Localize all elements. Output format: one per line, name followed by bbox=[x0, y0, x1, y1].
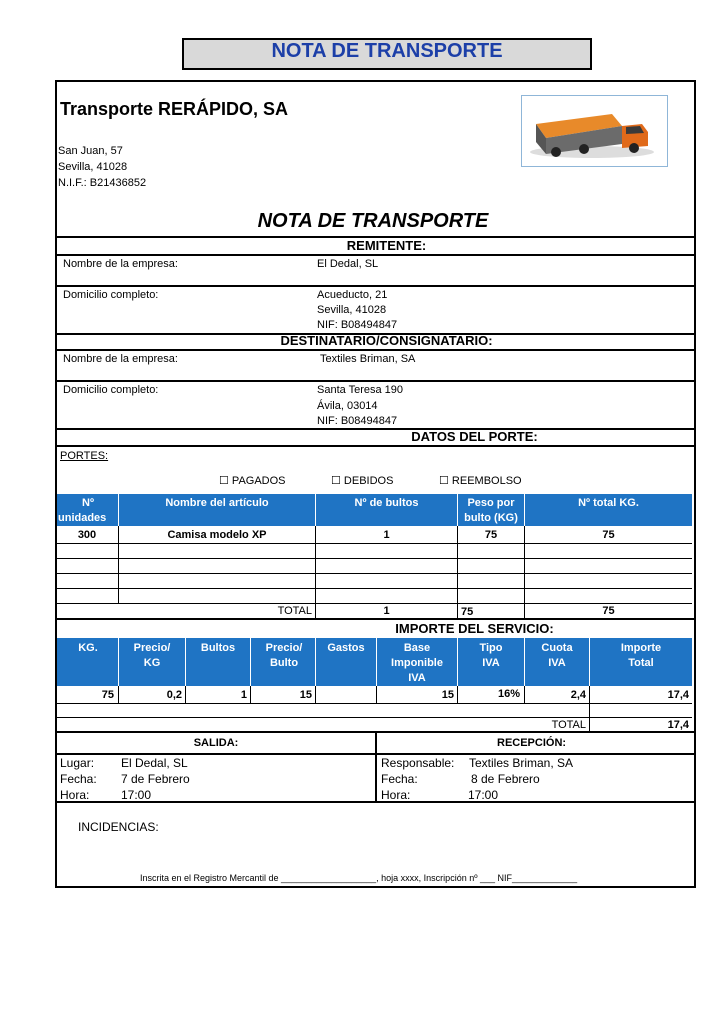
col-total-kg: Nº total KG. bbox=[578, 497, 639, 509]
divider bbox=[57, 588, 692, 589]
divider bbox=[315, 494, 316, 526]
divider bbox=[250, 638, 251, 686]
servicio-total-label: TOTAL bbox=[551, 719, 586, 731]
row-precio-kg: 0,2 bbox=[166, 689, 182, 701]
remitente-addr1: Acueducto, 21 bbox=[317, 289, 388, 301]
divider bbox=[57, 573, 692, 574]
col-base-3: IVA bbox=[408, 672, 426, 684]
col-cuota: Cuota bbox=[541, 642, 573, 654]
porte-total-peso: 75 bbox=[461, 606, 474, 618]
recepcion-fecha-value: 8 de Febrero bbox=[471, 772, 540, 786]
recepcion-hora-value: 17:00 bbox=[468, 788, 499, 802]
option-pagados[interactable]: ☐ PAGADOS bbox=[219, 475, 286, 487]
destinatario-addr1: Santa Teresa 190 bbox=[317, 384, 404, 396]
row-article: Camisa modelo XP bbox=[167, 529, 267, 541]
divider bbox=[55, 445, 694, 447]
porte-total-kg: 75 bbox=[602, 605, 615, 617]
col-tipo-2: IVA bbox=[482, 657, 500, 669]
salida-lugar-label: Lugar: bbox=[60, 756, 95, 770]
recepcion-hora-label: Hora: bbox=[381, 788, 411, 802]
divider bbox=[55, 618, 694, 620]
remitente-name-value: El Dedal, SL bbox=[317, 258, 379, 270]
salida-lugar-value: El Dedal, SL bbox=[121, 756, 188, 770]
divider bbox=[524, 638, 525, 686]
banner-title: NOTA DE TRANSPORTE bbox=[271, 40, 503, 62]
col-precio-kg: Precio/ bbox=[133, 642, 171, 654]
col-base-2: Imponible bbox=[391, 657, 443, 669]
divider bbox=[57, 603, 692, 604]
porte-heading: DATOS DEL PORTE: bbox=[411, 429, 538, 444]
col-base: Base bbox=[403, 642, 431, 654]
col-importe-2: Total bbox=[628, 657, 654, 669]
row-units: 300 bbox=[77, 529, 97, 541]
col-gastos: Gastos bbox=[327, 642, 365, 654]
col-cuota-2: IVA bbox=[548, 657, 566, 669]
salida-hora-value: 17:00 bbox=[121, 788, 152, 802]
incidencias-label: INCIDENCIAS: bbox=[78, 820, 159, 834]
divider bbox=[55, 349, 694, 351]
company-address2: Sevilla, 41028 bbox=[58, 161, 128, 173]
col-bultos: Bultos bbox=[200, 642, 236, 654]
divider bbox=[57, 703, 692, 704]
destinatario-addr2: Ávila, 03014 bbox=[317, 400, 378, 412]
remitente-heading: REMITENTE: bbox=[346, 238, 427, 253]
recepcion-heading: RECEPCIÓN: bbox=[497, 737, 567, 749]
divider bbox=[376, 638, 377, 686]
row-kg: 75 bbox=[101, 689, 114, 701]
divider bbox=[375, 731, 377, 801]
divider bbox=[55, 753, 694, 755]
doc-title: NOTA DE TRANSPORTE bbox=[257, 210, 489, 232]
col-precio-kg-2: KG bbox=[143, 657, 161, 669]
divider bbox=[57, 558, 692, 559]
company-address1: San Juan, 57 bbox=[58, 145, 123, 157]
recepcion-resp-value: Textiles Briman, SA bbox=[469, 756, 574, 770]
divider bbox=[315, 638, 316, 686]
portes-label: PORTES: bbox=[60, 450, 109, 462]
row-cuota: 2,4 bbox=[570, 689, 586, 701]
divider bbox=[524, 494, 525, 526]
row-base: 15 bbox=[441, 689, 454, 701]
divider bbox=[315, 686, 316, 703]
row-importe: 17,4 bbox=[667, 689, 689, 701]
col-units-2: unidades bbox=[58, 512, 107, 524]
company-name: Transporte RERÁPIDO, SA bbox=[60, 99, 289, 119]
row-precio-bulto: 15 bbox=[299, 689, 312, 701]
servicio-total-value: 17,4 bbox=[667, 719, 689, 731]
footer-registry: Inscrita en el Registro Mercantil de ___________________, hoja xxxx, Inscripción nº ___ NIF_____________ bbox=[140, 873, 578, 883]
destinatario-name-value: Textiles Briman, SA bbox=[320, 353, 416, 365]
col-precio-bulto-2: Bulto bbox=[269, 657, 299, 669]
remitente-addr3: NIF: B08494847 bbox=[317, 319, 398, 331]
destinatario-heading: DESTINATARIO/CONSIGNATARIO: bbox=[280, 333, 493, 348]
col-bultos: Nº de bultos bbox=[354, 497, 419, 509]
salida-heading: SALIDA: bbox=[193, 737, 239, 749]
porte-total-label: TOTAL bbox=[277, 605, 312, 617]
divider bbox=[118, 638, 119, 686]
divider bbox=[457, 494, 458, 526]
porte-total-bultos: 1 bbox=[383, 605, 390, 617]
divider bbox=[55, 801, 694, 803]
remitente-addr2: Sevilla, 41028 bbox=[317, 304, 387, 316]
divider bbox=[57, 717, 692, 718]
divider bbox=[118, 494, 119, 526]
col-kg: KG. bbox=[78, 642, 98, 654]
col-article: Nombre del artículo bbox=[165, 497, 269, 509]
truck-icon bbox=[521, 95, 668, 167]
row-tipo: 16% bbox=[497, 688, 520, 700]
option-reembolso[interactable]: ☐ REEMBOLSO bbox=[439, 475, 522, 487]
salida-fecha-label: Fecha: bbox=[60, 772, 97, 786]
divider bbox=[185, 638, 186, 686]
recepcion-resp-label: Responsable: bbox=[381, 756, 455, 770]
col-importe: Importe bbox=[620, 642, 662, 654]
divider bbox=[589, 638, 590, 686]
col-precio-bulto: Precio/ bbox=[265, 642, 303, 654]
remitente-name-label: Nombre de la empresa: bbox=[63, 258, 178, 270]
destinatario-addr3: NIF: B08494847 bbox=[317, 415, 398, 427]
col-units: Nº bbox=[82, 497, 94, 509]
recepcion-fecha-label: Fecha: bbox=[381, 772, 418, 786]
row-bultos: 1 bbox=[383, 529, 390, 541]
company-nif: N.I.F.: B21436852 bbox=[58, 177, 147, 189]
divider bbox=[55, 285, 694, 287]
remitente-addr-label: Domicilio completo: bbox=[63, 289, 159, 301]
col-tipo: Tipo bbox=[479, 642, 503, 654]
destinatario-name-label: Nombre de la empresa: bbox=[63, 353, 178, 365]
servicio-heading: IMPORTE DEL SERVICIO: bbox=[395, 621, 554, 636]
divider bbox=[55, 254, 694, 256]
destinatario-addr-label: Domicilio completo: bbox=[63, 384, 159, 396]
col-peso-2: bulto (KG) bbox=[464, 512, 518, 524]
option-debidos[interactable]: ☐ DEBIDOS bbox=[331, 475, 394, 487]
row-peso: 75 bbox=[484, 529, 498, 541]
salida-hora-label: Hora: bbox=[60, 788, 90, 802]
divider bbox=[57, 543, 692, 544]
row-total-kg: 75 bbox=[602, 529, 615, 541]
row-bultos: 1 bbox=[240, 689, 247, 701]
divider bbox=[55, 380, 694, 382]
salida-fecha-value: 7 de Febrero bbox=[121, 772, 190, 786]
col-peso: Peso por bbox=[467, 497, 515, 509]
divider bbox=[457, 638, 458, 686]
